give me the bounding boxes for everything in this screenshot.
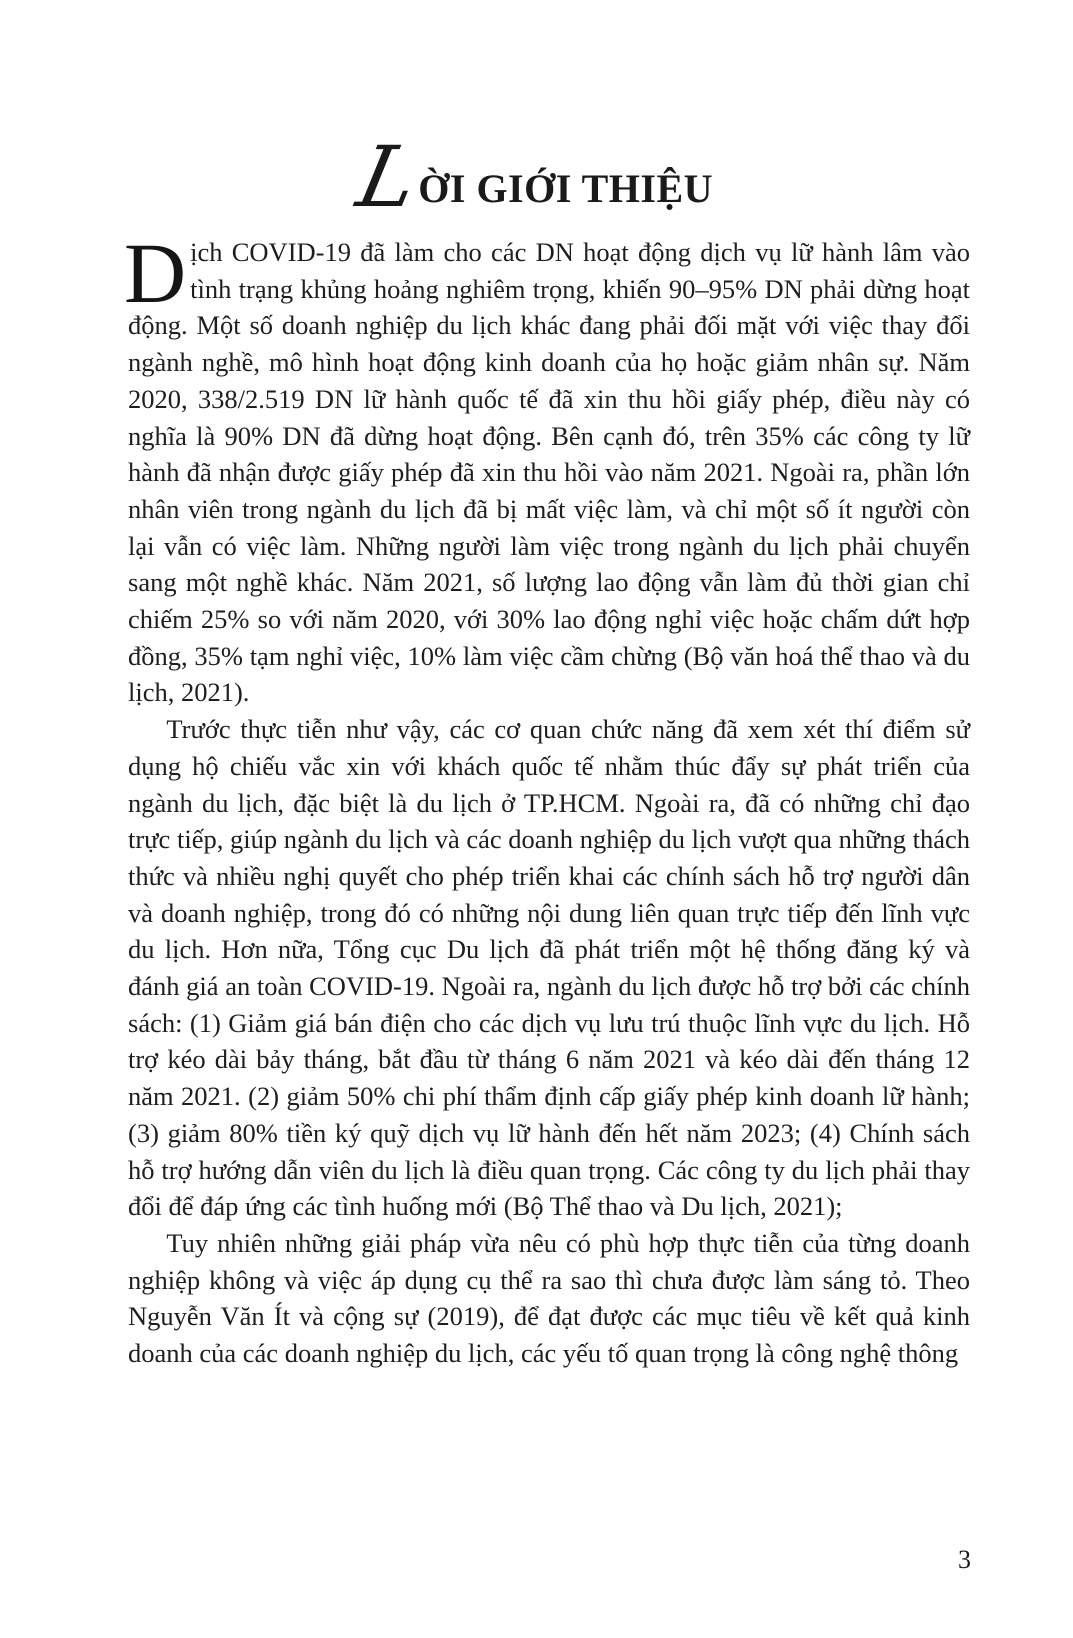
paragraph-1 xyxy=(124,225,970,711)
body-text xyxy=(124,225,970,1372)
title-rest: ỜI GIỚI THIỆU xyxy=(418,165,714,211)
page-title xyxy=(0,127,1073,226)
page-number: 3 xyxy=(958,1545,971,1574)
paragraph-3: Tuy nhiên những giải pháp vừa nêu có phù hợp thực tiễn của từng doanh nghiệp không và việc áp dụng cụ thể ra sao thì chưa được làm sáng tỏ. Theo Nguyễn Văn Ít và cộng sự (2019), để đạt được các mục tiêu về kết quả kinh doanh của các doanh nghiệp du lịch, các yếu tố quan trọng là công nghệ thông xyxy=(128,1227,970,1369)
drop-cap: D xyxy=(124,225,187,321)
paragraph-1-text: ịch COVID-19 đã làm cho các DN hoạt động dịch vụ lữ hành lâm vào tình trạng khủng hoảng nghiêm trọng, khiến 90–95% DN phải dừng hoạt động. Một số doanh nghiệp du lịch khác đang phải đối mặt với việc thay đổi ngành nghề, mô hình hoạt động kinh doanh của họ hoặc giảm nhân sự. Năm 2020, 338/2.519 DN lữ hành quốc tế đã xin thu hồi giấy phép, điều này có nghĩa là 90% DN đã dừng hoạt động. Bên cạnh đó, trên 35% các công ty lữ hành đã nhận được giấy phép đã xin thu hồi vào năm 2021. Ngoài ra, phần lớn nhân viên trong ngành du lịch đã bị mất việc làm, và chỉ một số ít người còn lại vẫn có việc làm. Những người làm việc trong ngành du lịch phải chuyển sang một nghề khác. Năm 2021, số lượng lao động vẫn làm đủ thời gian chỉ chiếm 25% so với năm 2020, với 30% lao động nghỉ việc hoặc chấm dứt hợp đồng, 35% tạm nghỉ việc, 10% làm việc cầm chừng (Bộ văn hoá thể thao và du lịch, 2021). xyxy=(128,237,970,708)
paragraph-2: Trước thực tiễn như vậy, các cơ quan chức năng đã xem xét thí điểm sử dụng hộ chiếu vắc xin với khách quốc tế nhằm thúc đẩy sự phát triển của ngành du lịch, đặc biệt là du lịch ở TP.HCM. Ngoài ra, đã có những chỉ đạo trực tiếp, giúp ngành du lịch và các doanh nghiệp du lịch vượt qua những thách thức và nhiều nghị quyết cho phép triển khai các chính sách hỗ trợ người dân và doanh nghiệp, trong đó có những nội dung liên quan trực tiếp đến lĩnh vực du lịch. Hơn nữa, Tổng cục Du lịch đã phát triển một hệ thống đăng ký và đánh giá an toàn COVID-19. Ngoài ra, ngành du lịch được hỗ trợ bởi các chính sách: (1) Giảm giá bán điện cho các dịch vụ lưu trú thuộc lĩnh vực du lịch. Hỗ trợ kéo dài bảy tháng, bắt đầu từ tháng 6 năm 2021 và kéo dài đến tháng 12 năm 2021. (2) giảm 50% chi phí thẩm định cấp giấy phép kinh doanh lữ hành; (3) giảm 80% tiền ký quỹ dịch vụ lữ hành đến hết năm 2023; (4) Chính sách hỗ trợ hướng dẫn viên du lịch là điều quan trọng. Các công ty du lịch phải thay đổi để đáp ứng các tình huống mới (Bộ Thể thao và Du lịch, 2021); xyxy=(128,714,970,1222)
title-script-initial: L xyxy=(349,127,427,226)
